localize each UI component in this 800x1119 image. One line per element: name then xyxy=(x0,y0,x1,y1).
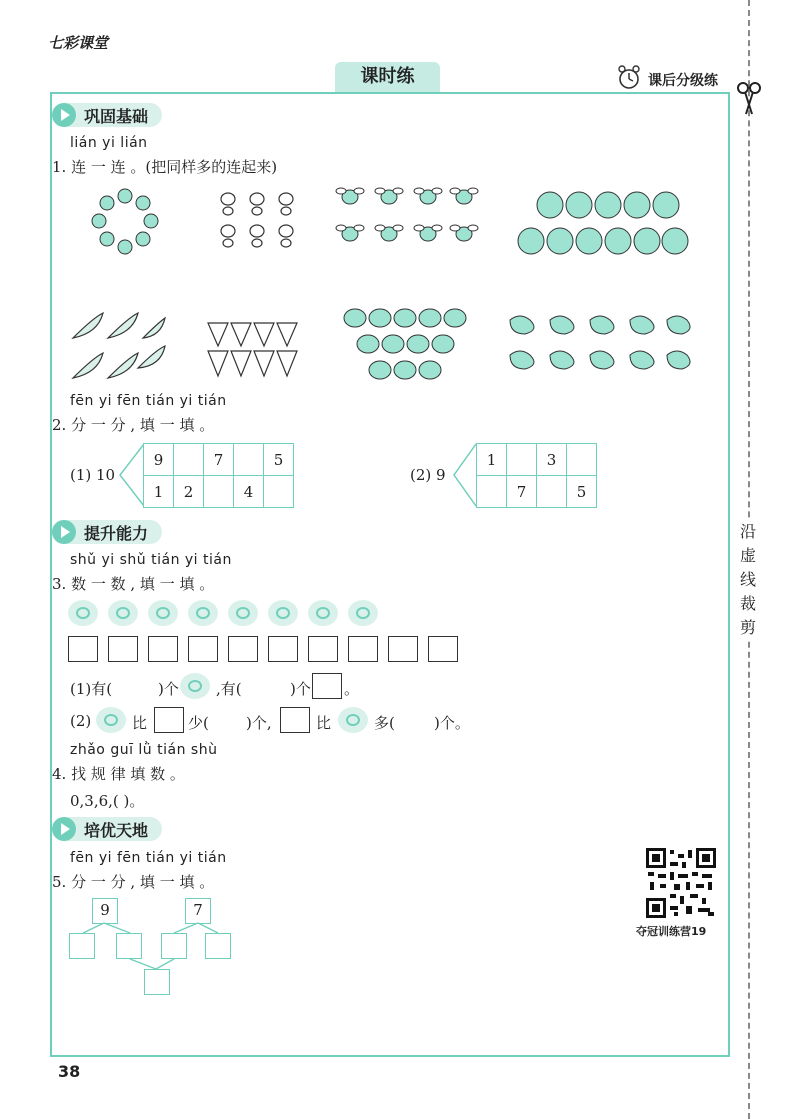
bananas-picture[interactable] xyxy=(68,308,168,383)
square-icon xyxy=(148,636,178,662)
q5-answer-box-5[interactable] xyxy=(144,969,170,995)
ring-icon xyxy=(180,673,210,699)
play-icon xyxy=(52,817,76,841)
q3-line2-part6: 多( xyxy=(374,714,395,732)
grid-cell: 1 xyxy=(143,475,174,508)
ants-picture[interactable] xyxy=(210,185,305,255)
bees-picture[interactable] xyxy=(334,182,482,258)
split-bracket-icon xyxy=(452,442,476,508)
bead-ring-picture[interactable] xyxy=(90,188,160,256)
square-icon xyxy=(428,636,458,662)
grid-cell: 5 xyxy=(566,475,597,508)
q4-text: 4. 找 规 律 填 数 。 xyxy=(52,765,185,783)
q1-text: 1. 连 一 连 。(把同样多的连起来) xyxy=(52,158,278,176)
q3-line2-part7: )个。 xyxy=(434,714,470,732)
grid-cell[interactable] xyxy=(203,475,234,508)
q2-part2-label: (2) 9 xyxy=(410,466,446,484)
q5-top-box-2[interactable]: 7 xyxy=(185,898,211,924)
square-icon xyxy=(280,707,310,733)
q3-line1-part3: ,有( xyxy=(216,680,242,698)
section-header-basic xyxy=(52,103,162,127)
apples-picture[interactable] xyxy=(515,183,690,263)
q3-line2-part1: (2) xyxy=(70,712,92,730)
qr-code-icon[interactable] xyxy=(646,848,716,918)
q3-line2-part5: 比 xyxy=(316,714,332,732)
q5-answer-box-2[interactable] xyxy=(116,933,142,959)
page-title: 课时练 xyxy=(335,62,440,92)
grid-cell[interactable] xyxy=(536,475,567,508)
strawberries-picture[interactable] xyxy=(203,318,298,380)
grid-cell: 5 xyxy=(263,443,294,476)
section-title: 巩固基础 xyxy=(84,106,149,126)
square-icon xyxy=(308,636,338,662)
eggplants-picture[interactable] xyxy=(505,308,695,378)
grid-cell: 1 xyxy=(476,443,507,476)
grid-cell[interactable] xyxy=(476,475,507,508)
grid-cell: 3 xyxy=(536,443,567,476)
q1-pinyin: lián yi lián xyxy=(70,135,148,151)
ring-icon xyxy=(68,600,98,626)
play-icon xyxy=(52,520,76,544)
q3-line2-part2: 比 xyxy=(132,714,148,732)
alarm-clock-icon xyxy=(616,64,642,90)
ring-icon xyxy=(148,600,178,626)
q5-answer-box-4[interactable] xyxy=(205,933,231,959)
grid-cell[interactable] xyxy=(233,443,264,476)
section-title: 培优天地 xyxy=(84,820,149,840)
square-icon xyxy=(388,636,418,662)
grid-cell[interactable] xyxy=(566,443,597,476)
q5-top-box-1[interactable]: 9 xyxy=(92,898,118,924)
grid-cell: 9 xyxy=(143,443,174,476)
square-icon xyxy=(228,636,258,662)
q4-sequence: 0,3,6,( )。 xyxy=(70,792,145,810)
square-icon xyxy=(68,636,98,662)
q5-pinyin: fēn yi fēn tián yi tián xyxy=(70,850,227,866)
page-number: 38 xyxy=(58,1062,81,1081)
cut-instruction: 沿虚线裁剪 xyxy=(737,520,759,640)
grid-cell: 7 xyxy=(506,475,537,508)
puppies-picture[interactable] xyxy=(340,306,470,386)
play-icon xyxy=(52,103,76,127)
grid-cell: 7 xyxy=(203,443,234,476)
section-header-improve xyxy=(52,520,162,544)
qr-caption: 夺冠训练营19 xyxy=(636,925,707,938)
q5-text: 5. 分 一 分 , 填 一 填 。 xyxy=(52,873,215,891)
ring-icon xyxy=(108,600,138,626)
square-icon xyxy=(268,636,298,662)
q3-line2-part3: 少( xyxy=(188,714,209,732)
q2-pinyin: fēn yi fēn tián yi tián xyxy=(70,393,227,409)
q3-line1-part4: )个 xyxy=(290,680,311,698)
q4-pinyin: zhǎo guī lǜ tián shù xyxy=(70,742,218,758)
q3-line1-part5: 。 xyxy=(344,680,360,698)
square-icon xyxy=(154,707,184,733)
grid-cell[interactable] xyxy=(173,443,204,476)
ring-icon xyxy=(188,600,218,626)
q3-text: 3. 数 一 数 , 填 一 填 。 xyxy=(52,575,215,593)
q5-answer-box-1[interactable] xyxy=(69,933,95,959)
square-icon xyxy=(348,636,378,662)
ring-icon xyxy=(268,600,298,626)
q5-answer-box-3[interactable] xyxy=(161,933,187,959)
q3-line1-part1: (1)有( xyxy=(70,680,113,698)
grid-cell: 4 xyxy=(233,475,264,508)
split-bracket-icon xyxy=(118,442,144,508)
ring-icon xyxy=(348,600,378,626)
ring-icon xyxy=(228,600,258,626)
grid-cell[interactable] xyxy=(506,443,537,476)
grid-cell[interactable] xyxy=(263,475,294,508)
square-icon xyxy=(312,673,342,699)
grid-cell: 2 xyxy=(173,475,204,508)
ring-icon xyxy=(308,600,338,626)
q3-line1-part2: )个 xyxy=(158,680,179,698)
square-icon xyxy=(188,636,218,662)
square-icon xyxy=(108,636,138,662)
q2-part1-label: (1) 10 xyxy=(70,466,116,484)
q3-line2-part4: )个, xyxy=(246,714,272,732)
ring-icon xyxy=(96,707,126,733)
brand-logo: 七彩课堂 xyxy=(48,34,109,52)
section-header-advanced xyxy=(52,817,162,841)
ring-icon xyxy=(338,707,368,733)
q3-pinyin: shǔ yi shǔ tián yi tián xyxy=(70,552,232,568)
q2-text: 2. 分 一 分 , 填 一 填 。 xyxy=(52,416,215,434)
level-label: 课后分级练 xyxy=(648,73,718,89)
scissors-icon xyxy=(736,80,762,116)
section-title: 提升能力 xyxy=(84,523,149,543)
